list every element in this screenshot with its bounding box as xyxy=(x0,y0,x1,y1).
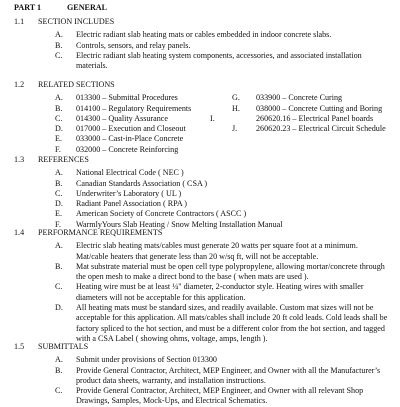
section-heading xyxy=(14,80,392,90)
section-heading xyxy=(14,17,392,27)
section-heading xyxy=(14,342,392,352)
item-letter: E. xyxy=(55,209,62,219)
list-item xyxy=(14,51,392,72)
item-letter: F. xyxy=(55,219,61,229)
item-letter: E. xyxy=(55,134,62,144)
list-item xyxy=(14,168,392,178)
list-item xyxy=(14,189,392,199)
item-letter: C. xyxy=(55,282,63,292)
section-title: RELATED SECTIONS xyxy=(38,80,115,89)
item-letter: B. xyxy=(55,261,63,271)
item-letter: J. xyxy=(232,124,238,134)
section-related xyxy=(14,80,392,155)
item-text: 260620.23 – Electrical Circuit Schedule xyxy=(256,124,386,134)
section-includes xyxy=(14,17,392,71)
list-row xyxy=(14,134,392,144)
item-text: 014100 – Regulatory Requirements xyxy=(76,103,192,113)
list-item xyxy=(14,282,392,303)
part-title: GENERAL xyxy=(67,3,108,12)
list-row xyxy=(14,124,392,134)
section-number: 1.4 xyxy=(14,228,25,237)
section-number: 1.1 xyxy=(14,17,25,26)
list-row xyxy=(14,145,392,155)
list-item xyxy=(14,386,392,407)
item-letter: D. xyxy=(55,303,63,313)
item-letter: D. xyxy=(55,124,63,134)
item-text: Heating wire must be at least ¼" diameter, 2-conductor style. Heating wires with smaller diameters will not be acceptable for this application. xyxy=(76,282,364,302)
list-row xyxy=(14,114,392,124)
item-text: All heating mats must be standard sizes, and readily available. Custom mat sizes will not be acceptable for this application. All mats/cables shall include 20 ft cold leads. Cold leads shall be factory spliced to the hot section, and must be a different color from the hot section, and tagged with a CSA Label ( showing ohms, voltage, amps, length ). xyxy=(76,303,388,343)
section-number: 1.3 xyxy=(14,155,25,164)
item-text: National Electrical Code ( NEC ) xyxy=(76,168,184,178)
list-item xyxy=(14,179,392,189)
list-row xyxy=(14,93,392,103)
list-item xyxy=(14,355,392,365)
item-text: 032000 – Concrete Reinforcing xyxy=(76,144,179,154)
list-item xyxy=(14,262,392,283)
section-title: PERFORMANCE REQUIREMENTS xyxy=(38,228,163,237)
item-text: Provide General Contractor, Architect, MEP Engineer, and Owner with all the Manufacturer’s product data sheets, warranty, and installation instructions. xyxy=(76,365,381,385)
section-submittals xyxy=(14,342,392,407)
item-text: Provide General Contractor, Architect, MEP Engineer, and Owner with all relevant Shop Drawings, Samples, Mock-Ups, and Electrical Schematics. xyxy=(76,386,364,406)
item-text: WarmlyYours Slab Heating / Snow Melting Installation Manual xyxy=(76,219,283,229)
item-letter: B. xyxy=(55,40,63,50)
list-item xyxy=(14,366,392,387)
item-text: 033900 – Concrete Curing xyxy=(256,93,343,103)
list-item xyxy=(14,241,392,262)
item-text: 014300 – Quality Assurance xyxy=(76,113,168,123)
section-number: 1.5 xyxy=(14,342,25,351)
section-title: SECTION INCLUDES xyxy=(38,17,115,26)
item-letter: D. xyxy=(55,199,63,209)
section-performance xyxy=(14,228,392,344)
item-text: Electric radiant slab heating mats or cables embedded in indoor concrete slabs. xyxy=(76,30,332,40)
item-text: 017000 – Execution and Closeout xyxy=(76,124,186,134)
item-letter: C. xyxy=(55,386,63,396)
part-number: PART 1 xyxy=(14,3,42,12)
item-letter: G. xyxy=(232,93,240,103)
item-text: 260620.16 – Electrical Panel boards xyxy=(256,113,374,123)
list-item xyxy=(14,41,392,51)
item-letter: C. xyxy=(55,113,63,123)
list-item xyxy=(14,30,392,40)
item-letter: H. xyxy=(232,103,240,113)
item-letter: A. xyxy=(55,93,63,103)
item-letter: A. xyxy=(55,30,63,40)
item-text: 033000 – Cast-in-Place Concrete xyxy=(76,134,184,144)
item-letter: C. xyxy=(55,50,63,60)
section-heading xyxy=(14,155,392,165)
item-text: Mat substrate material must be open cell type polypropylene, allowing mortar/concrete through the open mesh to make a direct bond to the base ( when mats are used ). xyxy=(76,261,385,282)
related-sections-list xyxy=(14,93,392,155)
item-letter: B. xyxy=(55,365,63,375)
item-text: Canadian Standards Association ( CSA ) xyxy=(76,178,208,188)
section-title: REFERENCES xyxy=(38,155,89,164)
list-row xyxy=(14,104,392,114)
list-item xyxy=(14,209,392,219)
item-letter: I. xyxy=(210,113,215,123)
item-letter: F. xyxy=(55,144,61,154)
part-heading xyxy=(14,3,107,13)
section-title: SUBMITTALS xyxy=(38,342,89,351)
item-text: Underwriter’s Laboratory ( UL ) xyxy=(76,188,182,198)
item-letter: C. xyxy=(55,188,63,198)
item-text: 038000 – Concrete Cutting and Boring xyxy=(256,103,383,113)
item-text: Controls, sensors, and relay panels. xyxy=(76,40,191,50)
item-text: Radiant Panel Association ( RPA ) xyxy=(76,199,187,209)
section-heading xyxy=(14,228,392,238)
item-letter: A. xyxy=(55,241,63,251)
section-number: 1.2 xyxy=(14,80,25,89)
item-letter: B. xyxy=(55,103,63,113)
item-text: Submit under provisions of Section 013300 xyxy=(76,355,217,365)
section-references xyxy=(14,155,392,230)
item-text: 013300 – Submittal Procedures xyxy=(76,93,178,103)
item-text: Electric radiant slab heating system components, accessories, and associated installation materials. xyxy=(76,50,362,71)
list-item xyxy=(14,199,392,209)
list-item xyxy=(14,303,392,344)
item-text: American Society of Concrete Contractors ( ASCC ) xyxy=(76,209,247,219)
item-letter: A. xyxy=(55,355,63,365)
item-letter: B. xyxy=(55,178,63,188)
item-letter: A. xyxy=(55,168,63,178)
item-text: Electric slab heating mats/cables must generate 20 watts per square foot at a minimum. Mat/cable heaters that generate less than 20 w/sq ft, will not be acceptable. xyxy=(76,241,358,261)
